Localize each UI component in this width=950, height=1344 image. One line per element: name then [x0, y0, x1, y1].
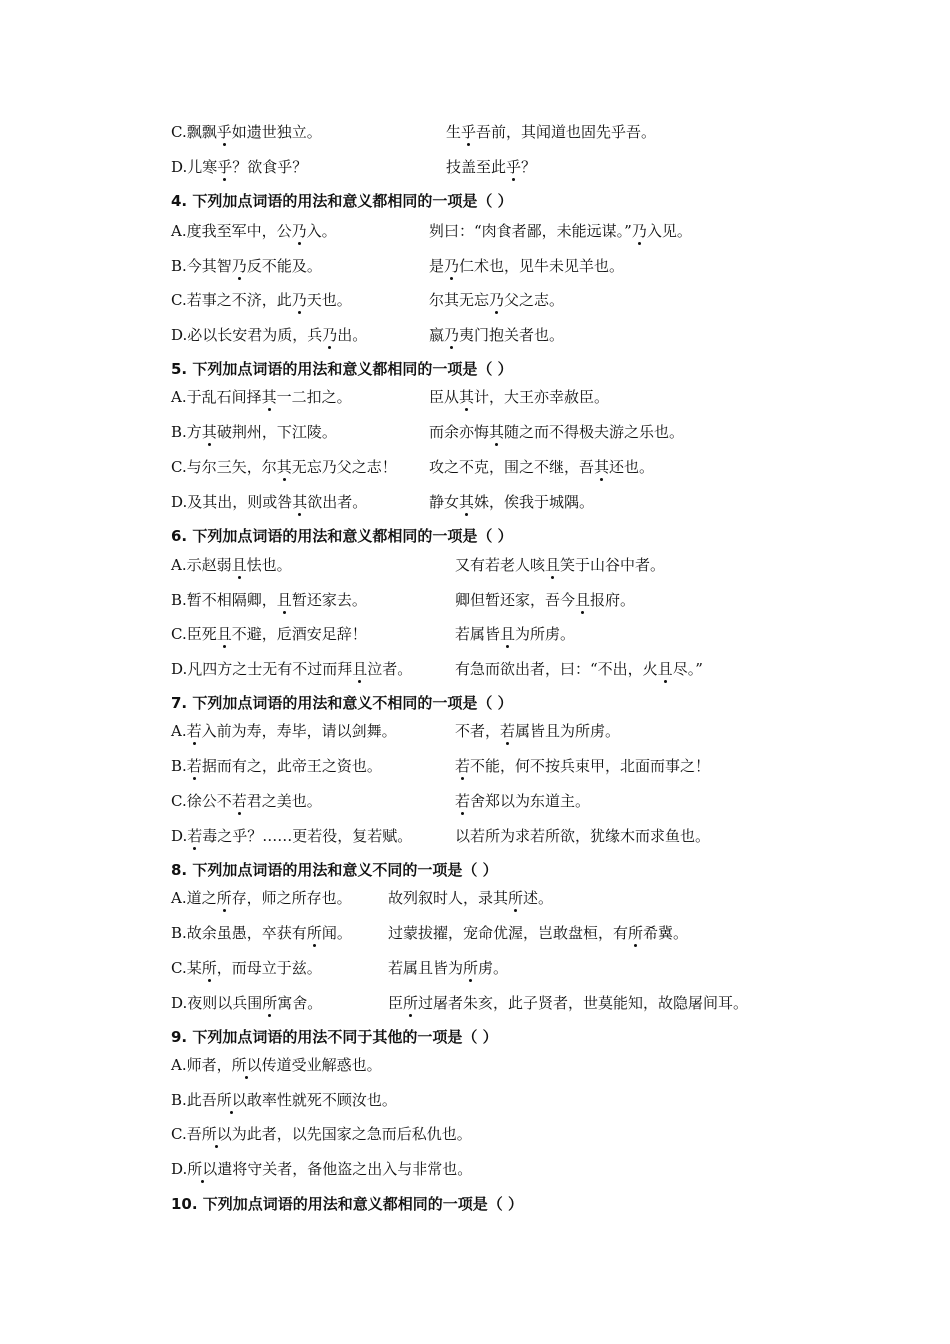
- dotted-word: 所: [216, 889, 232, 907]
- dotted-word: 所以: [187, 1160, 218, 1178]
- dotted-word: 其: [459, 388, 475, 406]
- dotted-word: 乃: [291, 222, 307, 240]
- dotted-word: 其: [489, 423, 505, 441]
- dotted-word: 乃: [489, 291, 505, 309]
- dotted-word: 且: [575, 591, 591, 609]
- question-prompt: 8. 下列加点词语的用法和意义不同的一项是（ ）: [171, 861, 498, 879]
- dotted-word: 乎: [461, 123, 477, 141]
- dotted-word: 若: [455, 757, 471, 775]
- dotted-word: 其: [261, 388, 277, 406]
- question-prompt: 6. 下列加点词语的用法和意义都相同的一项是（ ）: [171, 527, 513, 545]
- dotted-word: 且: [276, 591, 292, 609]
- dotted-word: 若: [231, 792, 247, 810]
- dotted-word: 其: [594, 458, 610, 476]
- question-prompt: 7. 下列加点词语的用法和意义不相同的一项是（ ）: [171, 694, 513, 712]
- dotted-word: 乃: [322, 326, 338, 344]
- dotted-word: 所以: [216, 1091, 247, 1109]
- dotted-word: 其: [201, 423, 217, 441]
- dotted-word: 其: [276, 458, 292, 476]
- dotted-word: 且: [500, 625, 516, 643]
- question-prompt: 4. 下列加点词语的用法和意义都相同的一项是（ ）: [171, 192, 513, 210]
- document-page: C.飘飘乎如遗世独立。 生乎吾前，其闻道也固先乎吾。 D.儿寒乎？欲食乎？ 技盖至此乎？ 4. 下列加点词语的用法和意义都相同的一项是（ ） A.度我至军中，公乃入。 刿曰：“肉食者鄙，未能远谋。”乃入见。 B.今其智乃反不能及。 是乃仁术也，见牛未见羊也。 C.若事之不济，此乃天也。 尔其无忘乃父之志。 D.必以长安君为质，兵乃出。 嬴乃夷门抱关者也。 5. 下列加点词语的用法和意义都相同的一项是（ ） A.于乱石间择其一二扣之。 臣从其计，大王亦幸赦臣。 B.方其破荆州，下江陵。 而余亦悔其随之而不得极夫游之乐也。 C.与尔三矢，尔其无忘乃父之志！ 攻之不克，围之不继，吾其还也。 D.及其出，则或咎其欲出者。 静女其姝，俟我于城隅。 6. 下列加点词语的用法和意义都相同的一项是（ ） A.示赵弱且怯也。 又有若老人咳且笑于山谷中者。 B.暂不相隔卿，且暂还家去。 卿但暂还家，吾今且报府。 C.臣死且不避，卮酒安足辞！ 若属皆且为所虏。 D.凡四方之士无有不过而拜且泣者。 有急而欲出者，曰：“不出，火且尽。” 7. 下列加点词语的用法和意义不相同的一项是（ ） A.若入前为寿，寿毕，请以剑舞。 不者，若属皆且为所虏。 B.若据而有之，此帝王之资也。 若不能，何不按兵束甲，北面而事之！ C.徐公不若君之美也。 若舍郑以为东道主。 D.若毒之乎？……更若役，复若赋。 以若所为求若所欲，犹缘木而求鱼也。 8. 下列加点词语的用法和意义不同的一项是（ ） A.道之所存，师之所存也。 故列叙时人，录其所述。 B.故余虽愚，卒获有所闻。 过蒙拔擢，宠命优渥，岂敢盘桓，有所希冀。 C.某所，而母立于兹。 若属且皆为所虏。 D.夜则以兵围所寓舍。 臣所过屠者朱亥，此子贤者，世莫能知，故隐屠间耳。 9. 下列加点词语的用法不同于其他的一项是（ ） A.师者，所以传道受业解惑也。 B.此吾所以敢率性就死不顾汝也。 C.吾所以为此者，以先国家之急而后私仇也。 D.所以遣将守关者，备他盗之出入与非常也。 10. 下列加点词语的用法和意义都相同的一项是（ ）: [171, 123, 749, 1213]
- dotted-word: 所: [508, 889, 524, 907]
- dotted-word: 所: [628, 924, 644, 942]
- dotted-word: 若: [187, 827, 203, 845]
- dotted-word: 乃: [631, 222, 647, 240]
- dotted-word: 且: [657, 660, 673, 678]
- dotted-word: 所: [201, 959, 217, 977]
- question-prompt: 10. 下列加点词语的用法和意义都相同的一项是（ ）: [171, 1195, 524, 1213]
- dotted-word: 若: [500, 722, 516, 740]
- dotted-word: 乃: [444, 326, 460, 344]
- dotted-word: 其: [292, 493, 308, 511]
- dotted-word: 所: [306, 924, 322, 942]
- dotted-word: 所: [262, 994, 278, 1012]
- dotted-word: 乃: [231, 257, 247, 275]
- dotted-word: 乎: [216, 123, 232, 141]
- dotted-word: 其: [459, 493, 475, 511]
- dotted-word: 且: [216, 625, 232, 643]
- question-prompt: 9. 下列加点词语的用法不同于其他的一项是（ ）: [171, 1028, 498, 1046]
- dotted-word: 若: [455, 792, 471, 810]
- dotted-word: 若: [186, 757, 202, 775]
- dotted-word: 若: [186, 722, 202, 740]
- dotted-word: 乃: [444, 257, 460, 275]
- dotted-word: 所: [463, 959, 479, 977]
- dotted-word: 乎: [506, 158, 522, 176]
- dotted-word: 乎: [217, 158, 233, 176]
- question-prompt: 5. 下列加点词语的用法和意义都相同的一项是（ ）: [171, 360, 513, 378]
- dotted-word: 且: [231, 556, 247, 574]
- dotted-word: 且: [352, 660, 368, 678]
- dotted-word: 且: [545, 556, 561, 574]
- dotted-word: 所以: [231, 1056, 262, 1074]
- dotted-word: 乃: [291, 291, 307, 309]
- dotted-word: 所以: [201, 1125, 232, 1143]
- dotted-word: 所: [403, 994, 419, 1012]
